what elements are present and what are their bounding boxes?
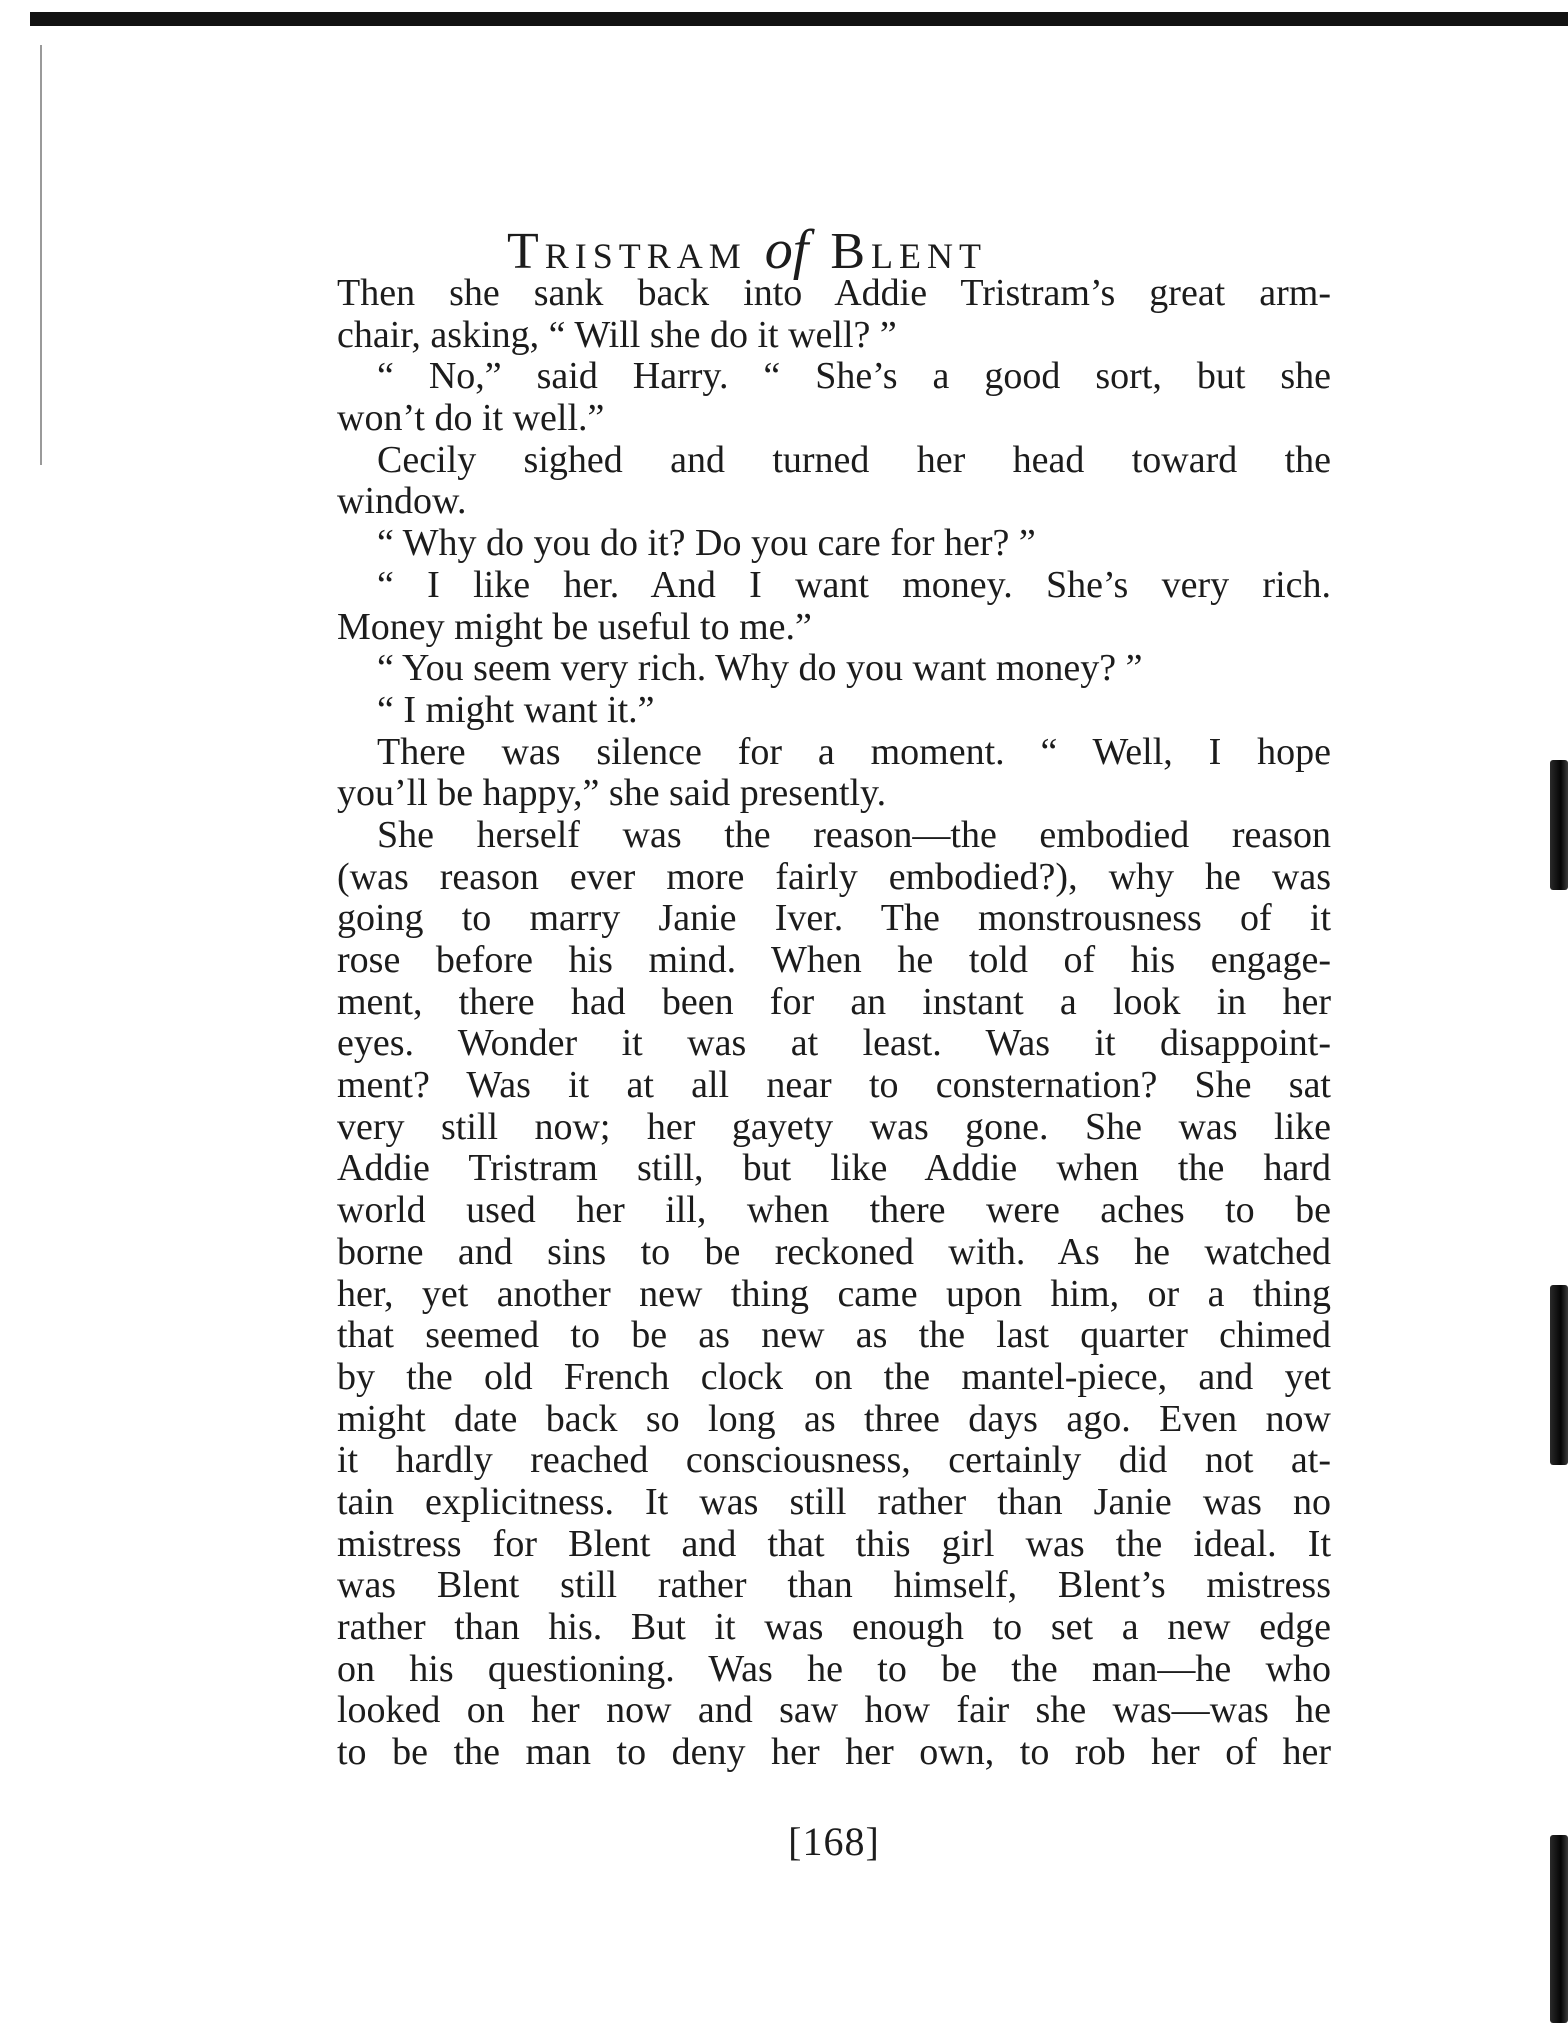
text-line: on his questioning. Was he to be the man—he who [337,1647,1331,1690]
scan-edge-mark [1550,1285,1568,1465]
text-line: Money might be useful to me.” [337,605,812,648]
text-line: rose before his mind. When he told of his engage- [337,939,1331,981]
page-number: [168] [788,1819,880,1864]
body-text [337,273,1331,1774]
text-line: chair, asking, “ Will she do it well? ” [337,313,897,356]
text-line: that seemed to be as new as the last quarter chimed [337,1314,1331,1357]
text-line: There was silence for a moment. “ Well, I hope [377,730,1331,773]
text-line: ment? Was it at all near to consternation? She sat [337,1064,1331,1107]
text-line: Cecily sighed and turned her head toward the [377,438,1331,481]
text-line: “ You seem very rich. Why do you want money? ” [377,647,1143,690]
text-line: window. [337,480,467,523]
text-line: Then she sank back into Addie Tristram’s great arm- [337,272,1331,314]
text-line: won’t do it well.” [337,397,605,440]
text-line: was Blent still rather than himself, Blent’s mistress [337,1564,1331,1607]
text-line: going to marry Janie Iver. The monstrousness of it [337,897,1331,940]
text-line: rather than his. But it was enough to set a new edge [337,1606,1331,1648]
text-line: mistress for Blent and that this girl was the ideal. It [337,1522,1331,1565]
text-line: Addie Tristram still, but like Addie when the hard [337,1147,1331,1190]
running-head-title: Tristram [506,223,747,280]
text-line: “ No,” said Harry. “ She’s a good sort, but she [377,355,1331,398]
text-line: “ Why do you do it? Do you care for her? ” [377,522,1036,565]
page-edge-shadow [40,45,42,465]
text-line: borne and sins to be reckoned with. As he watched [337,1230,1331,1273]
top-page-rule [30,12,1568,26]
text-line: very still now; her gayety was gone. She was like [337,1105,1331,1148]
running-head-of: of [764,219,809,281]
text-line: it hardly reached consciousness, certainly did not at- [337,1439,1331,1482]
text-line: might date back so long as three days ago. Even now [337,1397,1331,1440]
text-line: ment, there had been for an instant a look in her [337,980,1331,1023]
text-line: her, yet another new thing came upon him, or a thing [337,1272,1331,1315]
text-line: “ I might want it.” [377,688,655,731]
scan-edge-mark [1550,760,1568,890]
text-line: “ I like her. And I want money. She’s very rich. [377,563,1331,606]
running-head-place: Blent [830,223,987,280]
text-line: you’ll be happy,” she said presently. [337,772,887,815]
text-line: eyes. Wonder it was at least. Was it disappoint- [337,1022,1331,1065]
text-line: She herself was the reason—the embodied reason [377,813,1331,856]
scan-edge-mark [1550,1835,1568,2023]
text-line: to be the man to deny her her own, to rob her of her [337,1731,1331,1774]
text-line: (was reason ever more fairly embodied?), why he was [337,855,1331,898]
text-line: tain explicitness. It was still rather than Janie was no [337,1480,1331,1523]
text-line: by the old French clock on the mantel-piece, and yet [337,1355,1331,1398]
text-line: world used her ill, when there were aches to be [337,1189,1331,1232]
text-line: looked on her now and saw how fair she was—was he [337,1689,1331,1732]
